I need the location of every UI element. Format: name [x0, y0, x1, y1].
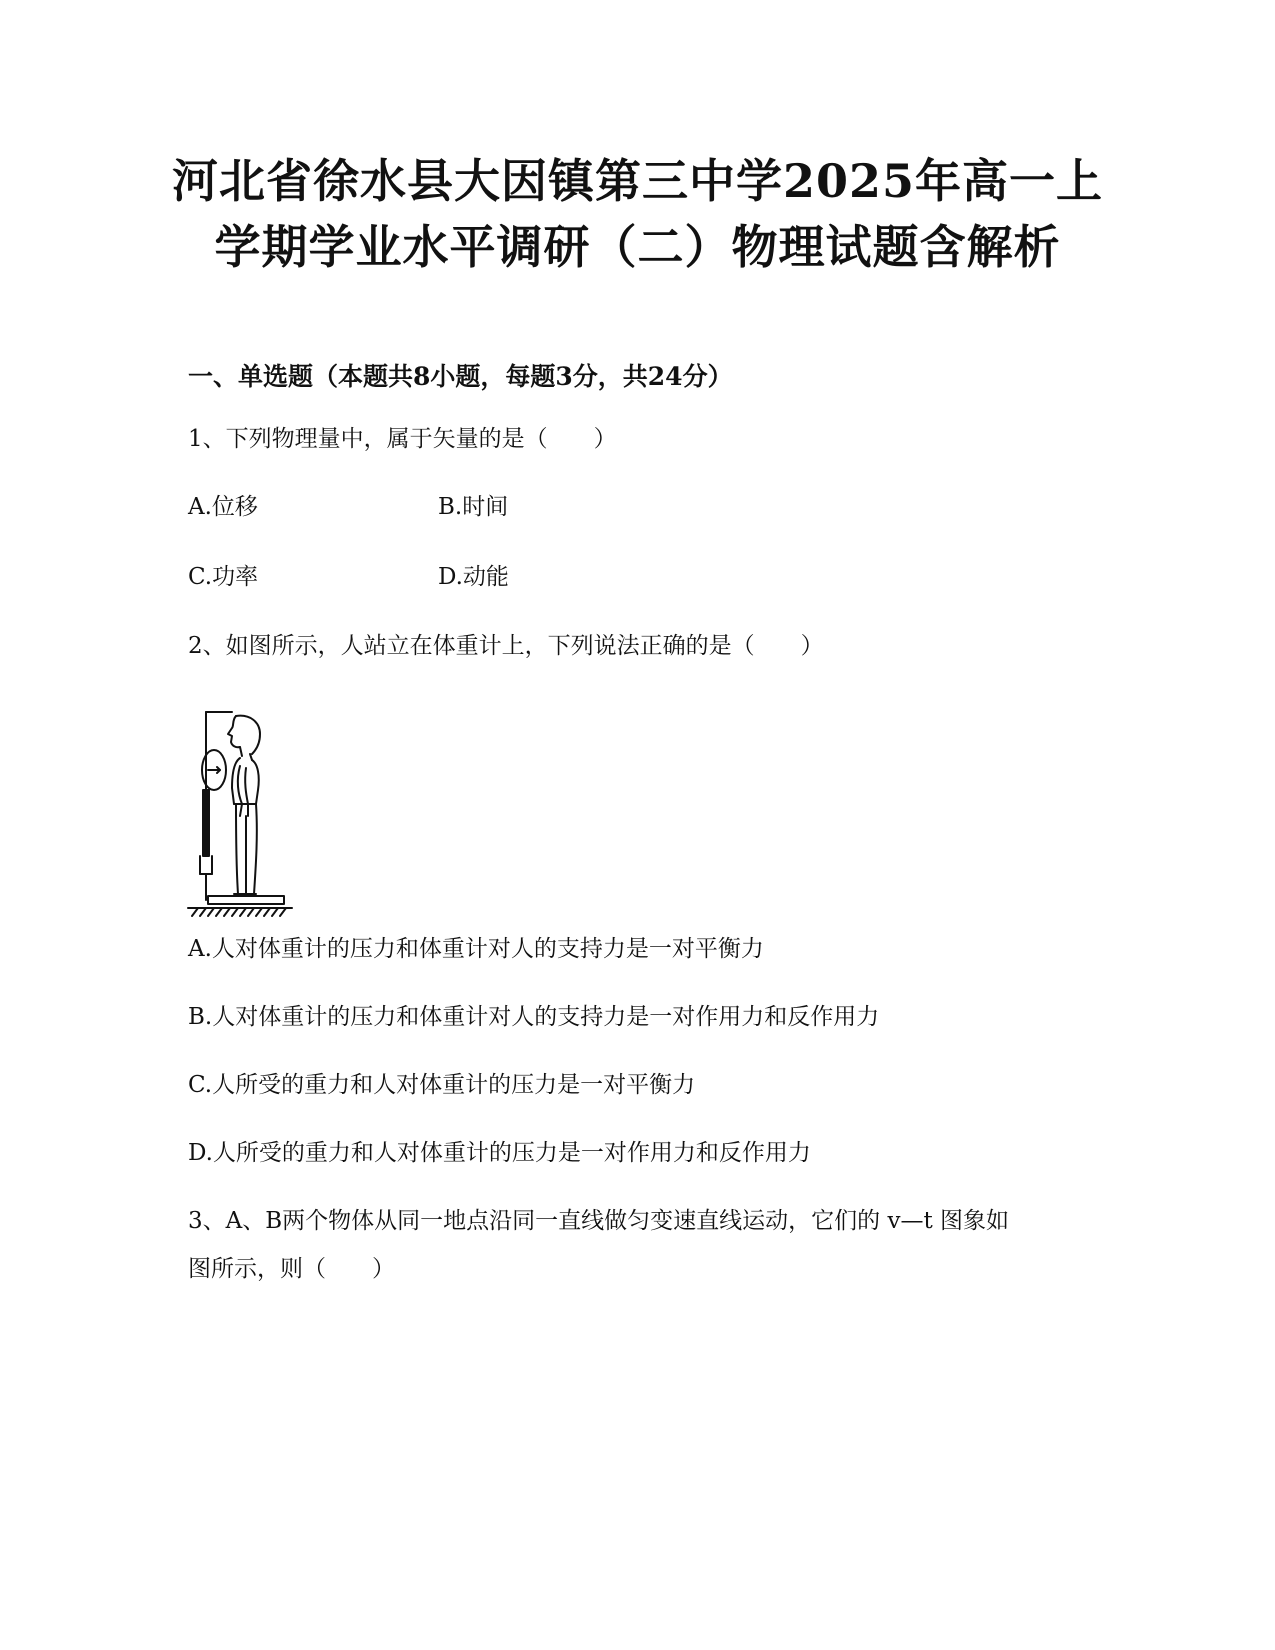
question-2-option-b: B.人对体重计的压力和体重计对人的支持力是一对作用力和反作用力	[188, 1004, 880, 1030]
question-2-stem: 2、如图所示，人站立在体重计上，下列说法正确的是（ ）	[188, 633, 824, 659]
question-3-stem-line-2: 图所示，则（ ）	[188, 1256, 395, 1282]
question-3-stem-line-1: 3、A、B两个物体从同一地点沿同一直线做匀变速直线运动，它们的 v—t 图象如	[188, 1208, 1010, 1234]
question-2-option-d: D.人所受的重力和人对体重计的压力是一对作用力和反作用力	[188, 1140, 811, 1166]
question-1-option-b: B.时间	[438, 494, 509, 520]
question-1-option-c: C.功率	[188, 564, 259, 590]
question-1-option-a: A.位移	[188, 494, 258, 520]
document-title-line-1: 河北省徐水县大因镇第三中学2025年高一上	[171, 154, 1104, 208]
section-heading: 一、单选题（本题共8小题，每题3分，共24分）	[188, 362, 733, 391]
question-2-option-a: A.人对体重计的压力和体重计对人的支持力是一对平衡力	[188, 936, 764, 962]
question-2-option-c: C.人所受的重力和人对体重计的压力是一对平衡力	[188, 1072, 696, 1098]
document-title-line-2: 学期学业水平调研（二）物理试题含解析	[214, 220, 1061, 274]
person-on-scale-figure	[186, 704, 298, 922]
question-1-stem: 1、下列物理量中，属于矢量的是（ ）	[188, 426, 617, 452]
question-1-option-d: D.动能	[438, 564, 509, 590]
